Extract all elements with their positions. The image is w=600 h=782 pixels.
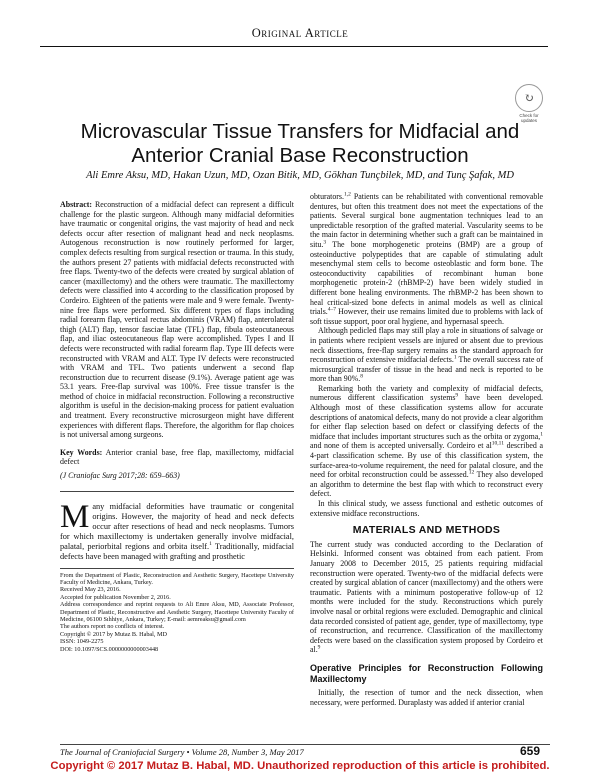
footnote-conflicts: The authors report no conflicts of interest. [60,623,165,631]
text: The overall success rate of microsurgical transfer of tissue in the head and neck is reported to be more than 90%. [310,355,543,384]
footnote-doi[interactable]: DOI: 10.1097/SCS.0000000000003448 [60,645,159,653]
paragraph [310,540,543,655]
text: However, their use remains limited due to problems with lack of soft tissue support, poor oral hygiene, and hypernasal speech. [310,307,543,326]
abstract-text: Reconstruction of a midfacial defect can represent a difficult challenge for the plastic surgeon. Although many midfacial deformities have traumatic or congenital origins, the vast majority of head and neck defects occur after resection of malignant head and neck neoplasms. Autogenous reconstruction is now routinely performed for larger, complex defects resulting from surgical resection or trauma. In this study, the authors present 27 patients with midfacial defects reconstructed with free flaps. Twenty-two of the defects were created by surgical ablation of cancer (maxillectomy) and the others were traumatic. The maxillectomy defects were classified into 4 according to the classification proposed by Cordeiro. Eighteen of the patients were male and 9 were female. Twenty-nine free flaps were performed. Six different types of flaps including radial forearm flap, vertical rectus abdominis (VRAM) flap, anterolateral thigh (ALT) flap, tensor fasciae latae (TFL) flap, fibula osteocutaneous flap, and iliac osteocutaneous flap were accomplished. Types I and II defects were reconstructed with radial forearm flap. Type III defects were reconstructed with VRAM and ALT. Type IV defects were reconstructed with VRAM and TFL. Two patients underwent a second flap reconstruction due to recurrent disease (9.1%). Average patient age was 53.1 years. Free-flap survival was 100%. Free tissue transfer is the method of choice in midfacial reconstruction. Following a reconstructive algorithm is useful in the decision-making process for patient evaluation and treatment. Every reconstructive microsurgeon might have different experiences with different flaps. Therefore, the algorithm for flap choices is not universal among surgeons. [60,200,294,440]
author-list: Ali Emre Aksu, MD, Hakan Uzun, MD, Ozan Bitik, MD, Gökhan Tunçbilek, MD, and Tunç Şafak, MD [86,170,514,181]
ref[interactable]: 12 [468,469,475,476]
left-column [60,200,294,653]
footnote-correspondence: Address correspondence and reprint requests to Ali Emre Aksu, MD, Associate Professor, Department of Plastic, Reconstructive and Aesthetic Surgery, Hacettepe University Faculty of Medicine, 06100 Sıhhiye, Ankara, Turkey; E-mail: aemreaksu@gmail.com [60,601,294,624]
abstract-divider [60,491,294,492]
footnotes [60,568,294,653]
page-number: 659 [520,744,541,758]
ref[interactable]: 1,2 [343,191,351,198]
text: and none of them is accepted universally. Cordeiro et al [310,441,492,451]
intro-text: any midfacial deformities have traumatic or congenital origins. However, the majority of head and neck defects occur after resections of head and neck neoplasms. Tumors for which maxillectomy is undertaken generally involve midfacial, palatal, periorbital regions and orbita itself. [60,501,294,551]
footnote-received: Received May 23, 2016. [60,586,121,594]
text: They also developed an algorithm to determine the best flap with which to reconstruct every defect. [310,470,543,499]
paragraph [310,384,543,499]
paragraph [310,192,543,326]
footer-rule [60,744,550,745]
intro-paragraph [60,498,294,562]
footnote-issn: ISSN: 1049-2275 [60,638,104,646]
ref[interactable]: 1 [209,540,212,547]
footnote-affiliation: From the Department of Plastic, Reconstruction and Aesthetic Surgery, Hacettepe University Faculty of Medicine, Ankara, Turkey. [60,571,294,587]
keywords [60,448,294,467]
check-for-updates-badge[interactable] [514,84,544,122]
text: have been developed. Although most of these classification systems allow for accurate descriptions of anatomical defects, many do not provide a clear algorithm for either flap selection based on defect or classifying defects of the midface that includes important structures such as the orbita or zygoma, [310,393,543,441]
text: Although pedicled flaps may still play a role in situations of salvage or in patients where recipient vessels are injured or absent due to previous neck dissections, free-flap surgery remains as the standard approach for reconstruction of extensive midfacial defects. [310,326,543,365]
subsection-heading: Operative Principles for Reconstruction Following Maxillectomy [310,662,543,684]
ref[interactable]: 3 [323,239,327,246]
paragraph: Initially, the resection of tumor and the neck dissection, when necessary, were performed. Duraplasty was added if anterior cranial [310,687,543,707]
section-tag: Original Article [251,26,349,40]
keywords-text: Anterior cranial base, free flap, maxillectomy, midfacial defect [60,447,294,467]
drop-cap: M [60,498,90,535]
header-rule [40,46,548,47]
paragraph: In this clinical study, we assess functional and esthetic outcomes of extensive midface reconstructions. [310,499,543,518]
journal-citation: (J Craniofac Surg 2017;28: 659–663) [60,471,180,481]
text: The current study was conducted according to the Declaration of Helsinki. Informed consent was obtained from each patient. From January 2008 to December 2015, 25 patients requiring midfacial reconstruction were operated. Twenty-two of the midfacial defects were created by surgical ablation of cancer (maxillectomy) and the others were traumatic. Patients with a minimum postoperative follow-up of 12 months were included for the study. Reconstructions which purely involve nasal or orbital regions were excluded. Demographic and clinical data recorded consisted of patient age, gender, type of maxillectomy, type of reconstruction, and recurrence. Classification of the maxillectomy defects were based on the classification system proposed by Cordeiro et al. [310,539,543,655]
text: Patients can be rehabilitated with conventional removable dentures, but often this treatment does not meet the expectations of the patients. Several surgical bone augmentation techniques lead to an unpredictable resorption of the grafted material. Vascularity seems to be the main factor in determining whether such a graft can be maintained in situ. [310,192,543,249]
text: obturators. [310,192,344,201]
ref[interactable]: 4–7 [327,306,337,313]
right-column [310,192,543,707]
paragraph [310,326,543,384]
footnote-copyright: Copyright © 2017 by Mutaz B. Habal, MD [60,630,167,638]
ref[interactable]: 10,11 [491,440,504,447]
ref[interactable]: 1 [453,354,457,361]
copyright-notice: Copyright © 2017 Mutaz B. Habal, MD. Unauthorized reproduction of this article is prohibited. [50,760,550,772]
section-heading-methods: MATERIALS AND METHODS [352,524,501,537]
text: described a 4-part classification scheme. By use of this classification system, the surface-area-to-volume requirement, the need for palatal closure, and the need for orbital reconstruction could be assessed. [310,441,543,480]
check-updates-icon: ↻ [515,84,543,112]
article-title: Microvascular Tissue Transfers for Midfacial and Anterior Cranial Base Reconstruction [80,120,520,167]
ref[interactable]: 1 [540,431,543,438]
text: Remarking both the variety and complexity of midfacial defects, numerous different classification systems [310,383,543,403]
abstract [60,200,294,440]
ref[interactable]: 8 [360,373,363,380]
text: The bone morphogenetic proteins (BMP) are a group of osteoinductive polypeptides that are capable of stimulating adult mesenchymal stem cells to become osteoblastic and form bone. The osteoconductivity capabilities of recombinant human bone morphogenetic protein-2 (rhBMP-2) have been widely studied in different bone healing environments. The rhBMP-2 has been shown to heal critical-sized bone defects in animal models as well as clinical trials. [310,239,543,317]
ref[interactable]: 9 [455,392,459,399]
footnote-accepted: Accepted for publication November 2, 2016. [60,593,171,601]
intro-text-2: Traditionally, midfacial defects have been managed with grafting and prosthetic [60,541,294,561]
abstract-label: Abstract: [60,200,92,209]
ref[interactable]: 9 [317,644,321,651]
badge-label: Check for updates [519,113,539,123]
keywords-label: Key Words: [60,447,103,457]
footer-journal: The Journal of Craniofacial Surgery • Volume 28, Number 3, May 2017 [60,747,304,757]
